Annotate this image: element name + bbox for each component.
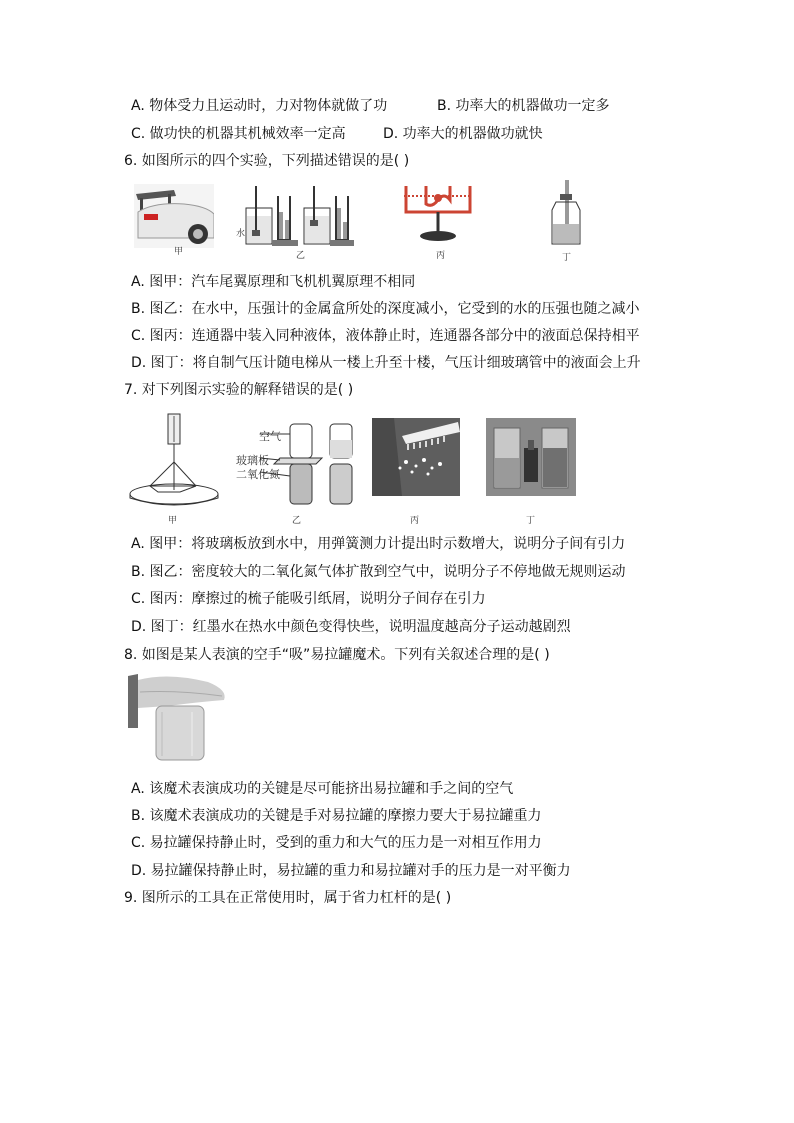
q7-caption-bing: 丙: [410, 516, 420, 526]
q9-stem: 9. 图所示的工具在正常使用时，属于省力杠杆的是( ): [124, 890, 452, 906]
q6-caption-jia: 甲: [174, 247, 184, 257]
q8-figure-hand-can-photo: [128, 672, 232, 764]
q5-option-a: A. 物体受力且运动时，力对物体就做了功: [131, 98, 388, 114]
q7-caption-yi: 乙: [292, 516, 302, 526]
q6-option-a: A. 图甲：汽车尾翼原理和飞机机翼原理不相同: [131, 274, 416, 290]
q6-option-d: D. 图丁：将自制气压计随电梯从一楼上升至十楼，气压计细玻璃管中的液面会上升: [131, 355, 641, 371]
q5-option-d: D. 功率大的机器做功就快: [383, 126, 543, 142]
q6-caption-bing: 丙: [436, 251, 446, 261]
q6-caption-yi: 乙: [296, 251, 306, 261]
q6-figure-yi-pressure-gauge: [232, 182, 356, 250]
q7-stem: 7. 对下列图示实验的解释错误的是( ): [124, 382, 354, 398]
q7-caption-ding: 丁: [526, 516, 536, 526]
q7-option-d: D. 图丁：红墨水在热水中颜色变得快些，说明温度越高分子运动越剧烈: [131, 619, 571, 635]
q5-option-b: B. 功率大的机器做功一定多: [437, 98, 610, 114]
q7-figure-bing-comb-photo: [372, 418, 460, 496]
q6-figure-ding-barometer: [546, 180, 586, 248]
q7-option-b: B. 图乙：密度较大的二氧化氮气体扩散到空气中，说明分子不停地做无规则运动: [131, 564, 626, 580]
q6-water-label: 水: [236, 229, 246, 239]
q6-option-c: C. 图丙：连通器中装入同种液体，液体静止时，连通器各部分中的液面总保持相平: [131, 328, 640, 344]
q5-option-c: C. 做功快的机器其机械效率一定高: [131, 126, 346, 142]
q6-option-b: B. 图乙：在水中，压强计的金属盒所处的深度减小，它受到的水的压强也随之减小: [131, 301, 640, 317]
q6-figure-jia-car: [134, 184, 214, 248]
q7-caption-jia: 甲: [168, 516, 178, 526]
q8-option-a: A. 该魔术表演成功的关键是尽可能挤出易拉罐和手之间的空气: [131, 781, 514, 797]
q7-label-no2: 二氧化氮: [236, 468, 280, 481]
q7-figure-jia-spring-scale: [128, 412, 222, 508]
q7-figure-ding-ink-photo: [486, 418, 576, 496]
q8-option-d: D. 易拉罐保持静止时，易拉罐的重力和易拉罐对手的压力是一对平衡力: [131, 863, 571, 879]
q7-option-c: C. 图丙：摩擦过的梳子能吸引纸屑，说明分子间存在引力: [131, 591, 486, 607]
q8-option-b: B. 该魔术表演成功的关键是手对易拉罐的摩擦力要大于易拉罐重力: [131, 808, 542, 824]
q8-option-c: C. 易拉罐保持静止时，受到的重力和大气的压力是一对相互作用力: [131, 835, 542, 851]
q7-label-glass: 玻璃板: [236, 454, 269, 467]
q7-option-a: A. 图甲：将玻璃板放到水中，用弹簧测力计提出时示数增大，说明分子间有引力: [131, 536, 626, 552]
q6-caption-ding: 丁: [562, 253, 572, 263]
q6-stem: 6. 如图所示的四个实验，下列描述错误的是( ): [124, 153, 410, 169]
q6-figure-bing-connected-vessels: [400, 182, 476, 246]
q7-label-air: 空气: [259, 430, 281, 443]
q8-stem: 8. 如图是某人表演的空手“吸”易拉罐魔术。下列有关叙述合理的是( ): [124, 647, 550, 663]
